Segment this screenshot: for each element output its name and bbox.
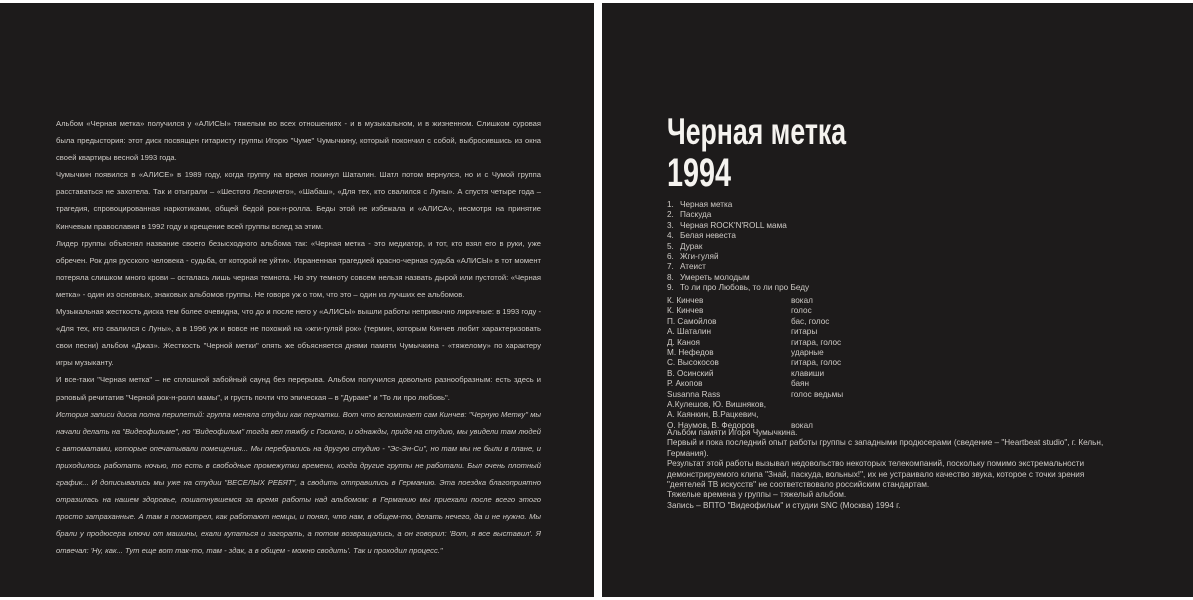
track-number: 8.	[667, 272, 674, 282]
credit-row	[667, 348, 987, 358]
credit-name: В. Осинский	[667, 368, 714, 378]
track-item	[667, 221, 1067, 231]
credit-name: А.Кулешов, Ю. Вишняков,	[667, 400, 767, 410]
track-title: Жги-гуляй	[680, 252, 719, 262]
album-notes	[667, 428, 1107, 511]
credit-role: гитары	[791, 327, 818, 337]
credit-row	[667, 358, 987, 368]
track-number: 3.	[667, 220, 674, 230]
credit-row	[667, 379, 987, 389]
track-item	[667, 242, 1067, 252]
track-number: 7.	[667, 262, 674, 272]
credit-name: Susanna Rass	[667, 389, 721, 399]
credit-role: баян	[791, 379, 810, 389]
track-title: Черная ROCK'N'ROLL мама	[680, 220, 787, 230]
track-title: Черная метка	[680, 200, 733, 209]
personnel-credits	[667, 296, 987, 431]
credit-role: гитара, голос	[791, 337, 842, 347]
credit-name: А. Каянкин, В.Рацкевич,	[667, 410, 759, 420]
credit-role: вокал	[791, 296, 813, 305]
track-title: Белая невеста	[680, 231, 736, 241]
credit-role: клавиши	[791, 368, 825, 378]
track-title: Умереть молодым	[680, 272, 750, 282]
credit-role: гитара, голос	[791, 358, 842, 368]
credit-role: вокал	[791, 420, 813, 430]
track-number: 4.	[667, 231, 674, 241]
credit-name: П. Самойлов	[667, 316, 717, 326]
album-note-line: Альбом памяти Игоря Чумычкина.	[667, 428, 798, 437]
track-number: 6.	[667, 252, 674, 262]
credit-row	[667, 369, 987, 379]
right-booklet-page	[602, 3, 1193, 597]
album-year: 1994	[667, 151, 732, 195]
credit-row	[667, 327, 987, 337]
credit-name: О. Наумов, В. Федоров	[667, 420, 755, 430]
liner-notes-text	[56, 115, 541, 559]
credit-row	[667, 296, 987, 306]
track-item	[667, 273, 1067, 283]
track-title: То ли про Любовь, то ли про Беду	[680, 283, 810, 293]
liner-paragraph: И все-таки "Черная метка" – не сплошной забойный саунд без перерыва. Альбом получился довольно разнообразным: есть здесь и рэповый речитатив "Черной рок-н-ролл мамы", и грусть почти что эпическая – в "Дураке" и "То ли про любовь".	[56, 375, 541, 402]
album-note-line: демонстрируемого клипа "Знай, паскуда, вольных!", их не устраивало качество звука, которое с точки зрения	[667, 469, 1085, 479]
track-item	[667, 252, 1067, 262]
liner-paragraph: Альбом «Черная метка» получился у «АЛИСЫ» тяжелым во всех отношениях - и в музыкальном, и в жизненном. Слишком суровая была предыстория: этот диск посвящен гитаристу группы Игорю "Чуме" Чумычкину, который покончил с собой, выбросившись из окна своей квартиры весной 1993 года.	[56, 119, 541, 163]
track-number: 5.	[667, 241, 674, 251]
album-note-line: Первый и пока последний опыт работы группы с западными продюсерами (сведение – "Heartbeat studio", г. Кельн, Германия).	[667, 438, 1104, 458]
credit-row	[667, 338, 987, 348]
credit-name: Р. Акопов	[667, 379, 703, 389]
left-booklet-page	[0, 3, 594, 597]
liner-paragraph: Музыкальная жесткость диска тем более очевидна, что до и после него у «АЛИСЫ» вышли работы непривычно лиричные: в 1993 году - «Для тех, кто свалился с Луны», а в 1996 уж и вовсе не похожий на «жги-гуляй рок» (термин, которым Кинчев любит характеризовать свои песни) альбом «Джаз». Жесткость "Черной метки" опять же объясняется днями памяти Чумычкина - «тяжелому» по характеру игры музыканту.	[56, 307, 541, 368]
credit-name: К. Кинчев	[667, 296, 704, 305]
track-item	[667, 262, 1067, 272]
credit-role: бас, голос	[791, 316, 830, 326]
credit-name: С. Высокосов	[667, 358, 719, 368]
credit-role: голос	[791, 306, 812, 316]
credit-name: М. Нефедов	[667, 348, 714, 358]
album-title: Черная метка	[667, 111, 847, 152]
track-item	[667, 210, 1067, 220]
credit-role: голос ведьмы	[791, 389, 844, 399]
track-title: Атеист	[680, 262, 706, 272]
credit-row	[667, 306, 987, 316]
credit-name: А. Шаталин	[667, 327, 711, 337]
credit-name: К. Кинчев	[667, 306, 704, 316]
booklet-spine	[594, 0, 602, 600]
track-item	[667, 231, 1067, 241]
credit-role: ударные	[791, 348, 824, 358]
credit-name: Д. Каноя	[667, 337, 700, 347]
credit-row	[667, 390, 987, 400]
liner-paragraph: Чумычкин появился в «АЛИСЕ» в 1989 году, когда группу на время покинул Шаталин. Шатл потом вернулся, но и с Чумой группа расставаться не захотела. Так и отыграли – «Шестого Лесничего», «Шабаш», «Для тех, кто свалился с Луны». А спустя четыре года – трагедия, спровоцированная наркотиками, общей бедой рок-н-ролла. Беды этой не избежала и «АЛИСА», несмотря на принятие Кинчевым православия в 1992 году и крещение всей группы вслед за этим.	[56, 170, 541, 231]
album-note-line: "деятелей ТВ искусств" не соответствовало российским стандартам.	[667, 480, 930, 490]
track-item	[667, 283, 1067, 293]
track-title: Паскуда	[680, 210, 712, 220]
track-title: Дурак	[680, 241, 703, 251]
track-number: 2.	[667, 210, 674, 220]
liner-paragraph: Лидер группы объяснял название своего безысходного альбома так: «Черная метка - это медиатор, и тот, кто взял его в руки, уже обречен. Рок для русского человека - судьба, от которой не уйти». Израненная трагедией красно-черная судьба «АЛИСЫ» в тот момент потеряла слишком много крови – осталась лишь черная темнота. Но эту темноту совсем нельзя назвать дырой или пустотой: «Черная метка» - один из основных, знаковых альбомов группы. Не говоря уж о том, что это – один из лучших ее альбомов.	[56, 238, 541, 299]
track-list	[667, 200, 1067, 294]
track-number: 1.	[667, 200, 674, 209]
album-note-line: Результат этой работы вызывал недовольство некоторых телекомпаний, поскольку помимо экстремальности	[667, 459, 1085, 469]
track-item	[667, 200, 1067, 210]
album-note-line: Запись – ВПТО "Видеофильм" и студии SNC (Москва) 1994 г.	[667, 500, 901, 510]
credit-row	[667, 400, 987, 410]
liner-paragraph: История записи диска полна перипетий: группа меняла студии как перчатки. Вот что вспоминает сам Кинчев: "Черную Метку" мы начали делать на "Видеофильме", но "Видеофильм" тогда вел тяжбу с Госкино, и однажды, придя на студию, мы увидели там людей с автоматами, которые опечатывали помещения... Мы перебрались на другую студию - "Эс-Эн-Си", но там мы не были в плане, и приходилось работать ночью, то есть в свободные промежутки времени, когда другие группы не работали. Был очень плотный график... И дописывались мы уже на студии "ВЕСЕЛЫХ РЕБЯТ", а сводить отправились в Германию. Эта поездка благоприятно отразилась на нашем здоровье, пошатнувшемся за время работы над альбомом: в Германию мы приехали после всего этого просто затраханные. А там я посмотрел, как работают немцы, и понял, что нам, в общем-то, делать нечего, да и не нужно. Мы брали у продюсера ключи от машины, ехали купаться и загорать, а потом возвращались, а он говорил: 'Вот, я все выставил'. Я отвечал: 'Ну, как... Тут еще вот так-то, там - здак, а в общем - можно сводить'. Так и проходил процесс."	[56, 409, 541, 556]
track-number: 9.	[667, 283, 674, 293]
album-note-line: Тяжелые времена у группы – тяжелый альбом.	[667, 490, 847, 500]
credit-row	[667, 317, 987, 327]
credit-row	[667, 410, 987, 420]
